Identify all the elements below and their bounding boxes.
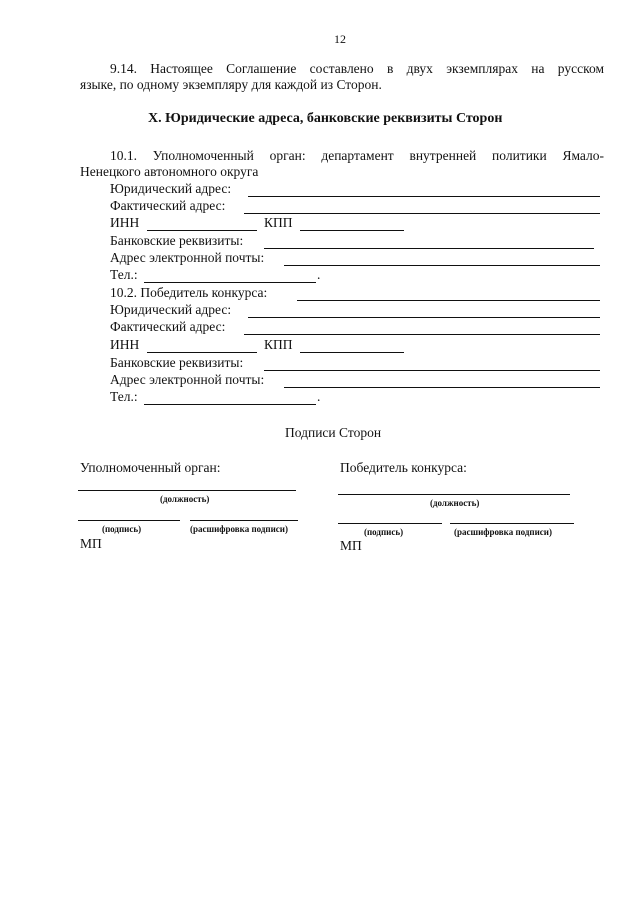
party2-phone-end: . (317, 389, 321, 404)
party2-kpp-label: КПП (264, 337, 293, 352)
party2-inn-label: ИНН (110, 337, 140, 352)
party2-phone-field[interactable] (144, 404, 316, 405)
party1-actual-address-label: Фактический адрес: (110, 198, 226, 213)
party1-legal-address-label: Юридический адрес: (110, 181, 232, 196)
party2-email-label: Адрес электронной почты: (110, 372, 265, 387)
party1-kpp-label: КПП (264, 215, 293, 230)
party2-legal-address-label: Юридический адрес: (110, 302, 232, 317)
clause-9-14-line-2: языке, по одному экземпляру для каждой из Сторон. (80, 77, 382, 92)
left-signatory-heading: Уполномоченный орган: (80, 460, 221, 475)
clause-9-14-line-1: 9.14. Настоящее Соглашение составлено в двух экземплярах на русском (110, 61, 604, 76)
page-number: 12 (334, 32, 346, 46)
party2-bank-label: Банковские реквизиты: (110, 355, 244, 370)
left-signature-field[interactable] (78, 520, 180, 521)
party1-actual-address-field[interactable] (244, 213, 600, 214)
party2-legal-address-field[interactable] (248, 317, 600, 318)
party1-kpp-field[interactable] (300, 230, 404, 231)
party2-actual-address-field[interactable] (244, 334, 600, 335)
right-stamp-label: МП (340, 538, 362, 553)
right-position-field[interactable] (338, 494, 570, 495)
party1-email-label: Адрес электронной почты: (110, 250, 265, 265)
party1-phone-end: . (317, 267, 321, 282)
left-decoding-field[interactable] (190, 520, 298, 521)
party1-line-2: Ненецкого автономного округа (80, 164, 259, 179)
signatures-title: Подписи Сторон (285, 425, 382, 440)
right-position-caption: (должность) (430, 498, 480, 508)
party2-email-field[interactable] (284, 387, 600, 388)
right-decoding-field[interactable] (450, 523, 574, 524)
party1-inn-label: ИНН (110, 215, 140, 230)
party2-line-1: 10.2. Победитель конкурса: (110, 285, 268, 300)
left-signature-caption: (подпись) (102, 524, 142, 534)
party2-phone-label: Тел.: (110, 389, 138, 404)
section-title: X. Юридические адреса, банковские реквизиты Сторон (148, 111, 503, 126)
right-decoding-caption: (расшифровка подписи) (454, 527, 552, 537)
party1-inn-field[interactable] (147, 230, 257, 231)
party2-winner-field[interactable] (297, 300, 600, 301)
party1-phone-label: Тел.: (110, 267, 138, 282)
right-signature-field[interactable] (338, 523, 442, 524)
right-signature-caption: (подпись) (364, 527, 404, 537)
party2-bank-field[interactable] (264, 370, 600, 371)
left-decoding-caption: (расшифровка подписи) (190, 524, 288, 534)
party1-bank-field[interactable] (264, 248, 594, 249)
party2-actual-address-label: Фактический адрес: (110, 319, 226, 334)
party2-kpp-field[interactable] (300, 352, 404, 353)
right-signatory-heading: Победитель конкурса: (340, 460, 467, 475)
left-stamp-label: МП (80, 536, 102, 551)
party2-inn-field[interactable] (147, 352, 257, 353)
party1-phone-field[interactable] (144, 282, 316, 283)
left-position-field[interactable] (78, 490, 296, 491)
left-position-caption: (должность) (160, 494, 210, 504)
party1-legal-address-field[interactable] (248, 196, 600, 197)
party1-email-field[interactable] (284, 265, 600, 266)
party1-bank-label: Банковские реквизиты: (110, 233, 244, 248)
party1-line-1: 10.1. Уполномоченный орган: департамент внутренней политики Ямало- (110, 148, 604, 163)
